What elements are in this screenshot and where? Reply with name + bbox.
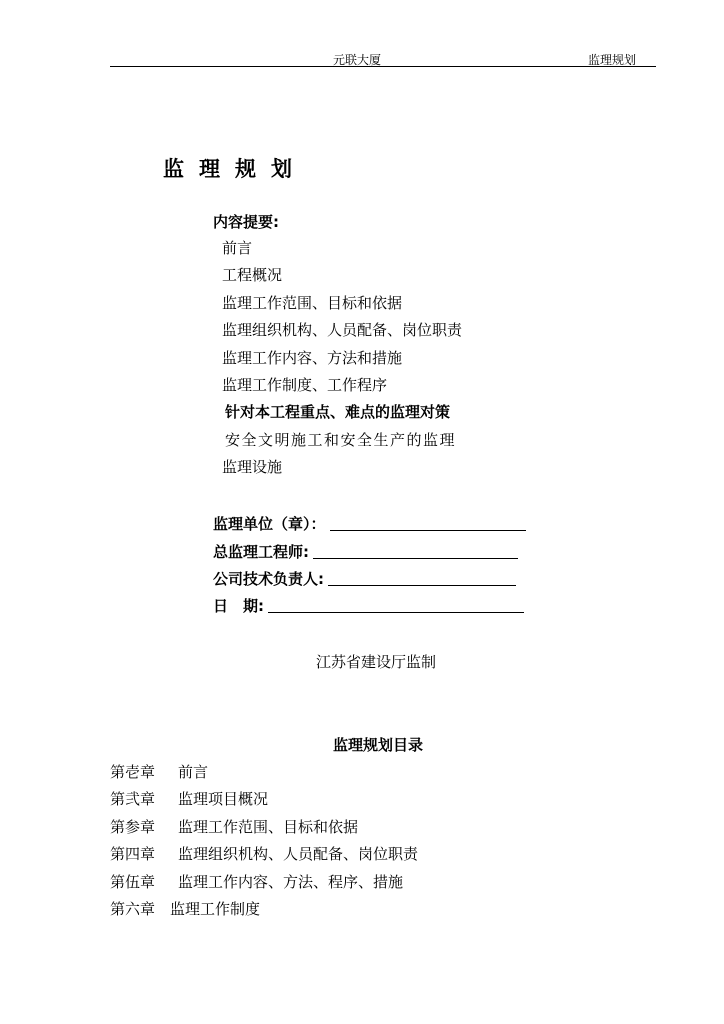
- toc-item: [110, 788, 418, 815]
- toc-chapter: 第伍章: [110, 872, 156, 891]
- toc-title: 监理规划目录: [333, 736, 424, 754]
- sign-blank-tech: [328, 585, 516, 586]
- toc-list: [110, 761, 418, 925]
- toc-text: 监理工作制度: [170, 899, 261, 918]
- sign-row-chief: [213, 540, 518, 562]
- summary-item: 监理工作内容、方法和措施: [222, 348, 403, 367]
- summary-item: 监理工作制度、工作程序: [222, 375, 388, 394]
- summary-list: [222, 240, 462, 487]
- toc-text: 监理项目概况: [178, 790, 269, 809]
- sign-blank-chief: [313, 558, 518, 559]
- toc-item: [110, 761, 418, 788]
- summary-heading: 内容提要:: [213, 213, 279, 231]
- toc-chapter: 第六章: [110, 899, 156, 918]
- sign-label-date: 日 期:: [213, 597, 264, 615]
- sign-blank-unit: [330, 530, 526, 531]
- header-left-text: 元联大厦: [333, 53, 382, 67]
- toc-item: [110, 843, 418, 870]
- sign-label-chief: 总监理工程师:: [213, 543, 309, 561]
- sign-row-tech: [213, 567, 516, 589]
- sign-label-tech: 公司技术负责人:: [213, 570, 324, 588]
- summary-item: 监理组织机构、人员配备、岗位职责: [222, 321, 463, 340]
- sign-label-unit: 监理单位（章）：: [213, 515, 326, 533]
- toc-item: [110, 871, 418, 898]
- sign-row-date: [213, 594, 524, 616]
- toc-text: 监理工作范围、目标和依据: [178, 817, 359, 836]
- summary-item: 针对本工程重点、难点的监理对策: [225, 403, 451, 422]
- summary-item: 前言: [222, 239, 253, 257]
- toc-chapter: 第参章: [110, 817, 156, 836]
- sign-row-unit: [213, 512, 526, 534]
- toc-chapter: 第弐章: [110, 790, 156, 809]
- summary-item: 安全文明施工和安全生产的监理: [225, 430, 457, 449]
- toc-chapter: 第四章: [110, 845, 156, 864]
- header-right-text: 监理规划: [588, 53, 637, 67]
- page-title: 监理规划: [163, 156, 307, 181]
- summary-item: 监理设施: [222, 458, 283, 477]
- toc-item: [110, 816, 418, 843]
- toc-chapter: 第壱章: [110, 763, 156, 781]
- summary-item: 监理工作范围、目标和依据: [222, 293, 403, 312]
- toc-text: 监理工作内容、方法、程序、措施: [178, 872, 404, 891]
- summary-item: 工程概况: [222, 266, 283, 285]
- sign-blank-date: [268, 612, 524, 613]
- issuer-text: 江苏省建设厅监制: [316, 653, 437, 671]
- header-rule: [110, 66, 656, 67]
- toc-item: [110, 898, 418, 925]
- toc-text: 监理组织机构、人员配备、岗位职责: [178, 845, 419, 864]
- toc-text: 前言: [178, 763, 209, 781]
